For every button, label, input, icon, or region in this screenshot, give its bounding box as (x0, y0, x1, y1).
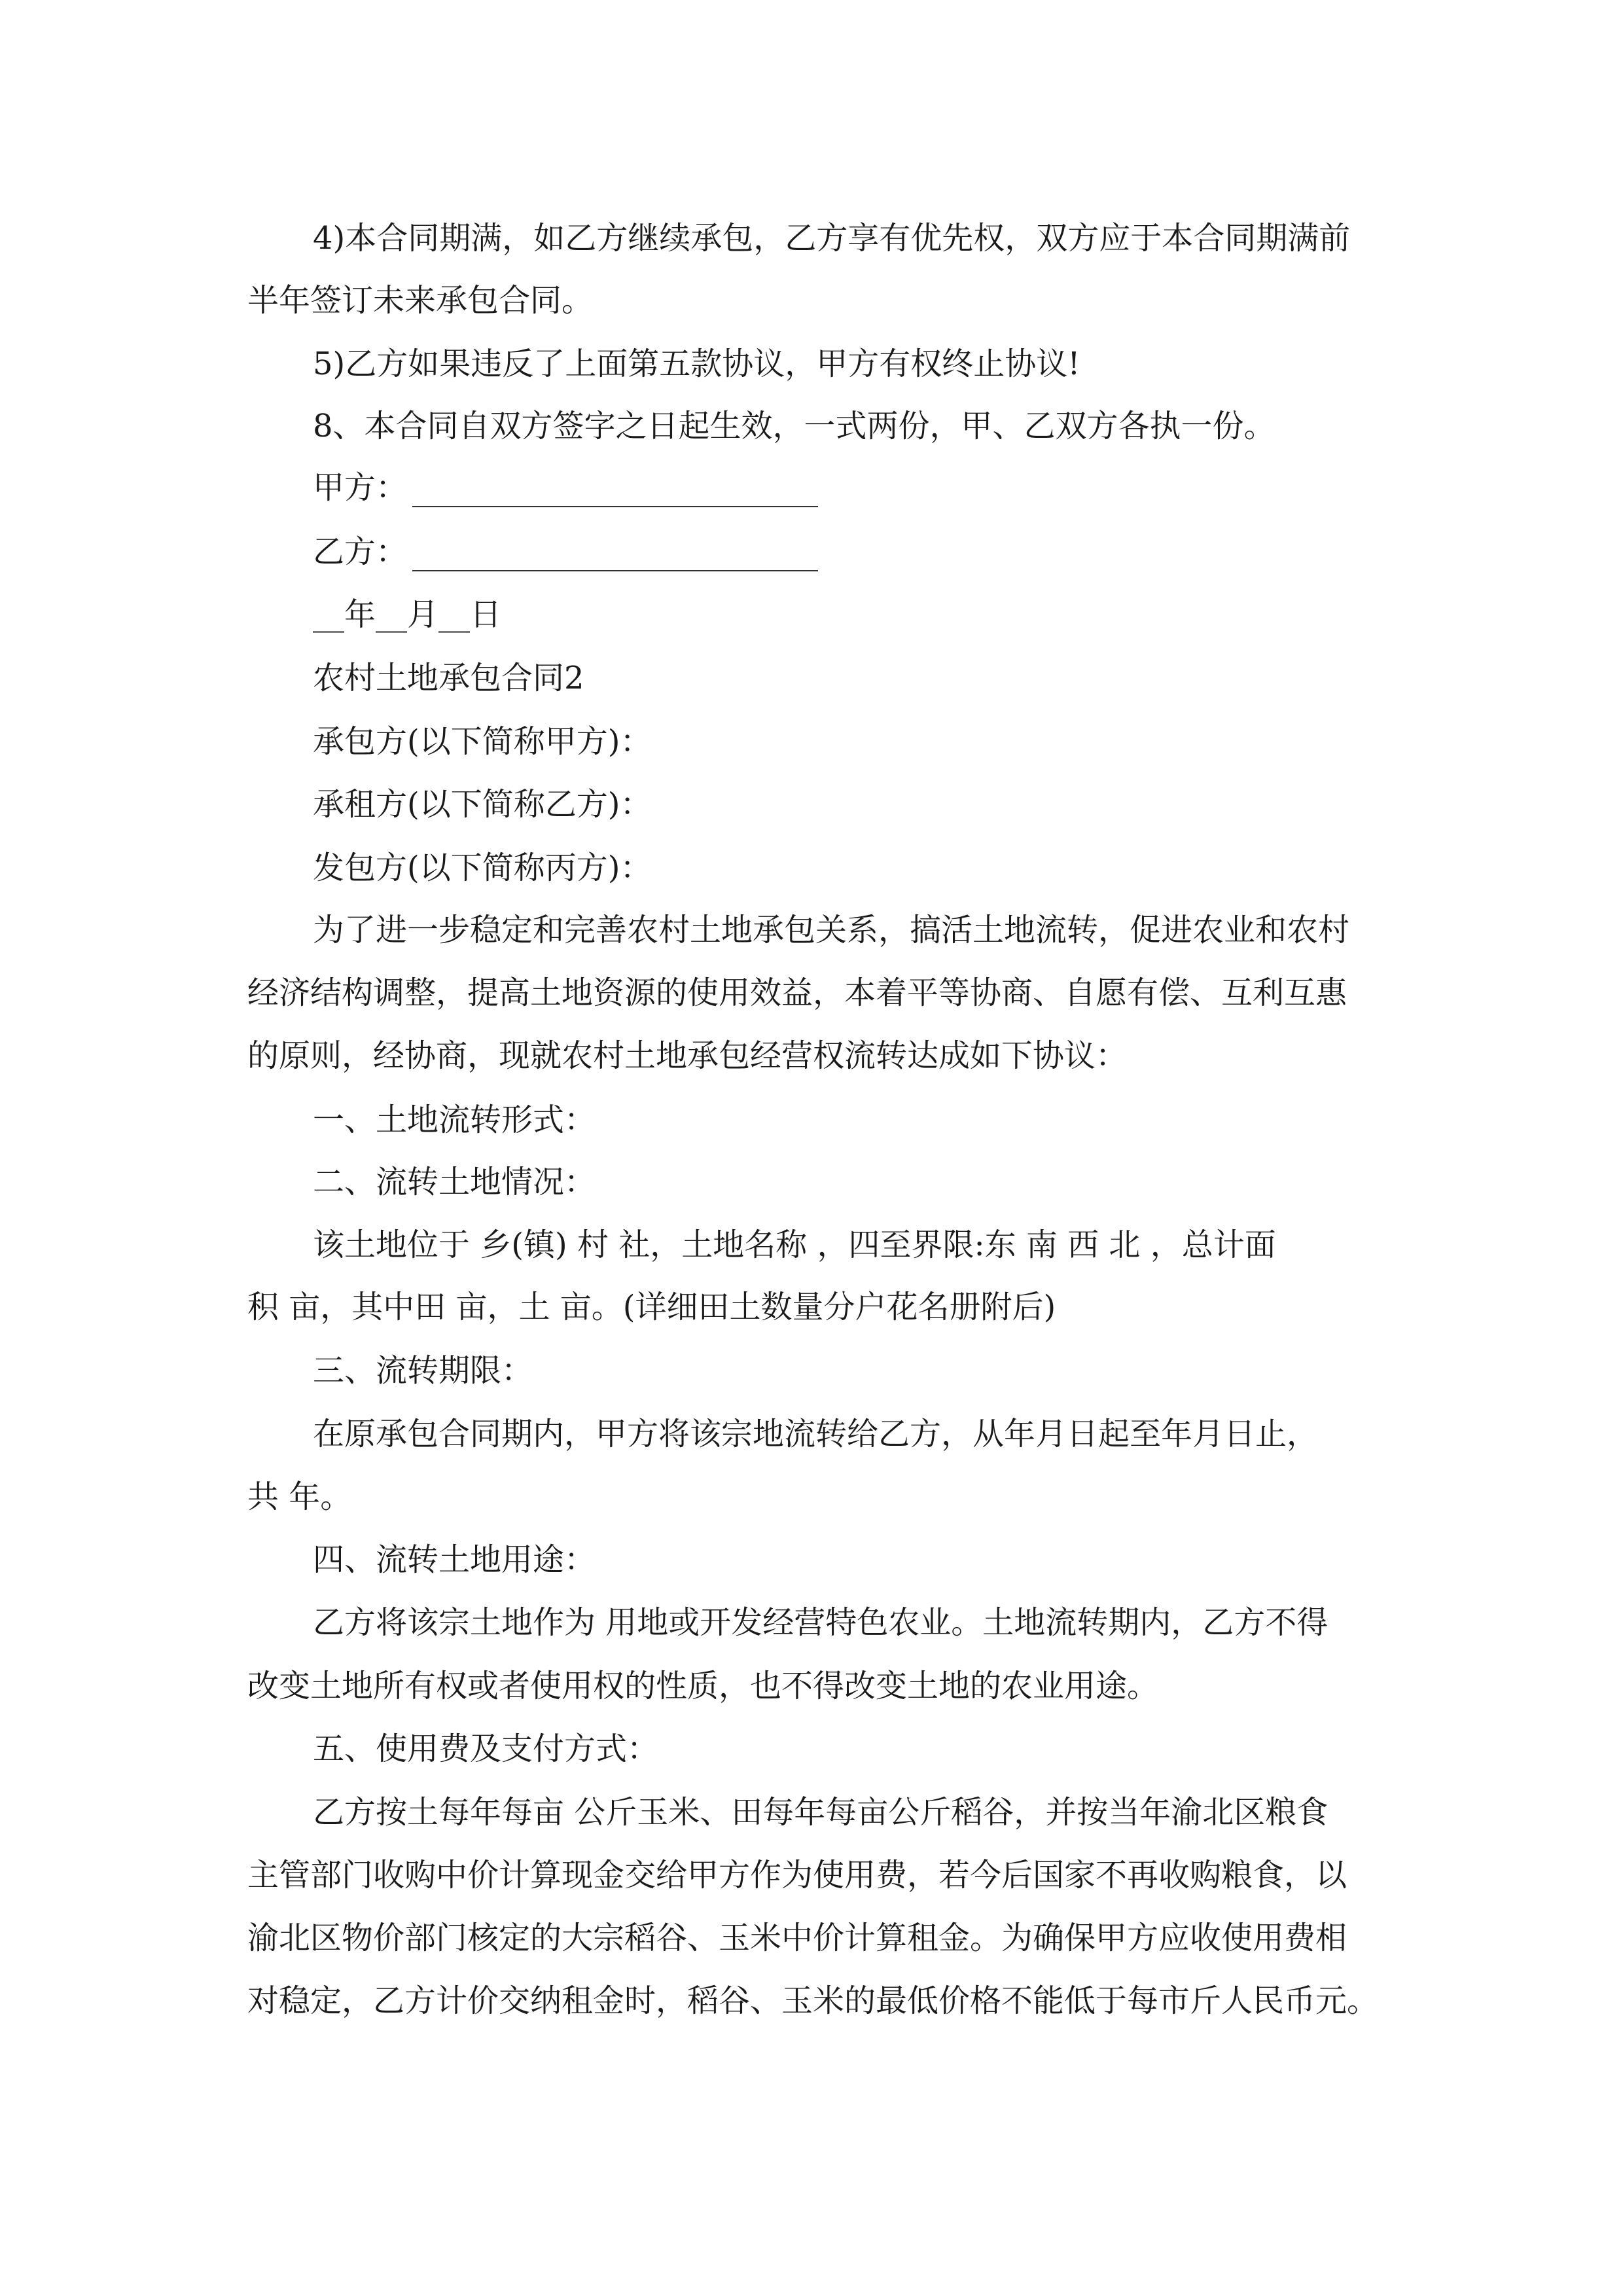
party-a-signature-blank[interactable] (412, 480, 818, 507)
section4-heading: 四、流转土地用途： (313, 1541, 596, 1578)
clause-5-line: 5)乙方如果违反了上面第五款协议，甲方有权终止协议! (313, 346, 1080, 382)
party-a-signature (313, 462, 818, 507)
party-b-signature (313, 526, 818, 571)
section2-body-line-1: 该土地位于 乡(镇) 村 社，土地名称 ，四至界限:东 南 西 北 ，总计面 (313, 1227, 1276, 1263)
section4-body-line-2: 改变土地所有权或者使用权的性质，也不得改变土地的农业用途。 (247, 1668, 1159, 1704)
section2-body-line-2: 积 亩，其中田 亩，土 亩。(详细田土数量分户花名册附后) (247, 1289, 1056, 1325)
clause-8-line: 8、本合同自双方签字之日起生效，一式两份，甲、乙双方各执一份。 (313, 408, 1275, 444)
section5-body-line-4: 对稳定，乙方计价交纳租金时，稻谷、玉米的最低价格不能低于每市斤人民币元。 (247, 1982, 1379, 2019)
preamble-line-3: 的原则，经协商，现就农村土地承包经营权流转达成如下协议： (247, 1037, 1128, 1074)
section2-heading: 二、流转土地情况： (313, 1164, 596, 1200)
preamble-line-2: 经济结构调整，提高土地资源的使用效益，本着平等协商、自愿有偿、互利互惠 (247, 975, 1347, 1011)
clause-4-line-1: 4)本合同期满，如乙方继续承包，乙方享有优先权，双方应于本合同期满前 (313, 220, 1351, 257)
section3-heading: 三、流转期限： (313, 1352, 533, 1389)
section4-body-line-1: 乙方将该宗土地作为 用地或开发经营特色农业。土地流转期内，乙方不得 (313, 1604, 1329, 1641)
party-b-label: 乙方： (313, 533, 408, 570)
section3-body-line-1: 在原承包合同期内，甲方将该宗地流转给乙方，从年月日起至年月日止， (313, 1416, 1319, 1452)
party-a-label: 甲方： (313, 469, 408, 506)
date-line: __年__月__日 (313, 596, 502, 633)
section3-body-line-2: 共 年。 (247, 1479, 352, 1515)
section5-body-line-3: 渝北区物价部门核定的大宗稻谷、玉米中价计算租金。为确保甲方应收使用费相 (247, 1920, 1347, 1956)
party-b-signature-blank[interactable] (412, 544, 818, 571)
section5-heading: 五、使用费及支付方式： (313, 1731, 659, 1767)
section5-body-line-1: 乙方按土每年每亩 公斤玉米、田每年每亩公斤稻谷，并按当年渝北区粮食 (313, 1794, 1329, 1831)
lessee-line: 承租方(以下简称乙方)： (313, 786, 652, 823)
contractor-line: 承包方(以下简称甲方)： (313, 723, 652, 760)
contract2-title: 农村土地承包合同2 (313, 660, 584, 696)
section5-body-line-2: 主管部门收购中价计算现金交给甲方作为使用费，若今后国家不再收购粮食，以 (247, 1857, 1347, 1893)
section1-heading: 一、土地流转形式： (313, 1102, 596, 1138)
preamble-line-1: 为了进一步稳定和完善农村土地承包关系，搞活土地流转，促进农业和农村 (313, 912, 1350, 948)
issuer-line: 发包方(以下简称丙方)： (313, 850, 652, 886)
clause-4-line-2: 半年签订未来承包合同。 (247, 282, 594, 319)
